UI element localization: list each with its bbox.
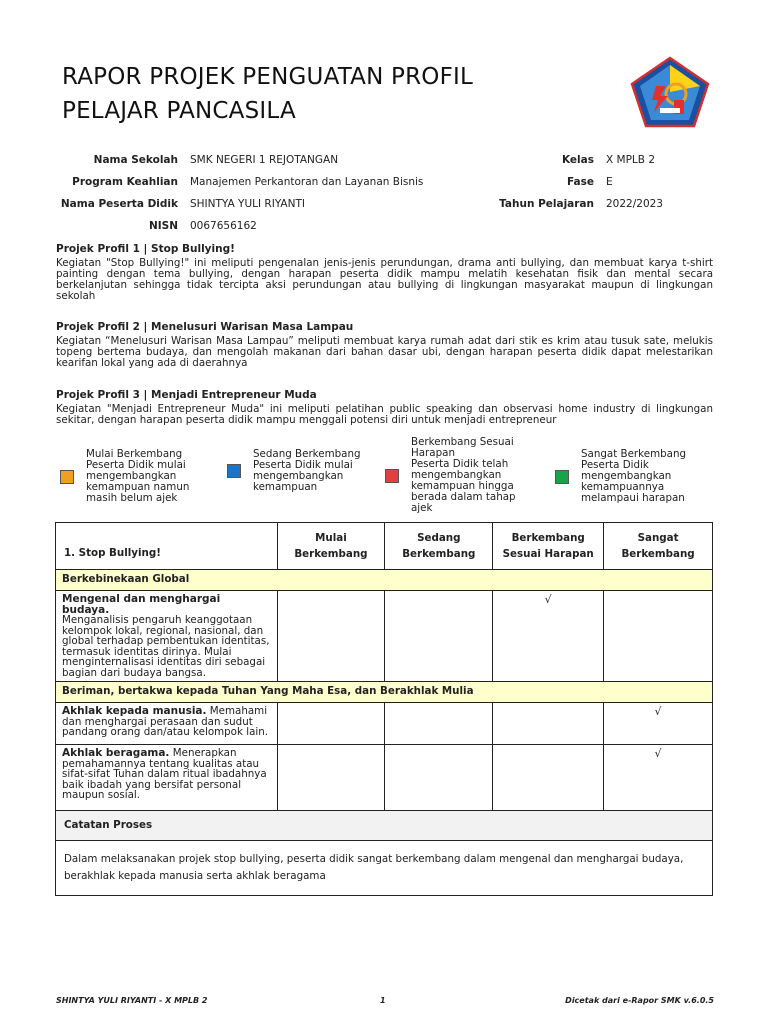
column-header-mulai: Mulai Berkembang	[277, 523, 385, 570]
info-label: Tahun Pelajaran	[499, 198, 594, 210]
info-value: 2022/2023	[606, 198, 663, 210]
info-row-student-name	[56, 193, 423, 215]
check-mark: √	[604, 703, 713, 745]
legend-description: Peserta Didik mulai mengembangkan kemampuan namun masih belum ajek	[86, 459, 190, 504]
project-title: Projek Profil 2 | Menelusuri Warisan Masa Lampau	[56, 321, 354, 333]
table-header-row	[56, 523, 713, 570]
column-header-sangat: Sangat Berkembang	[604, 523, 713, 570]
info-value: Manajemen Perkantoran dan Layanan Bisnis	[190, 176, 424, 188]
info-label: NISN	[148, 220, 178, 232]
project-column-header: 1. Stop Bullying!	[56, 523, 278, 570]
table-row	[56, 591, 713, 682]
project-title: Projek Profil 1 | Stop Bullying!	[56, 243, 235, 255]
legend-swatch	[385, 469, 399, 483]
notes-text: Dalam melaksanakan projek stop bullying, peserta didik sangat berkembang dalam mengenal dan menghargai budaya, berakhlak kepada manusia serta akhlak beragama	[56, 841, 713, 896]
legend-item-sedang	[227, 449, 377, 493]
legend-swatch	[60, 470, 74, 484]
level-cell-sedang	[385, 745, 493, 811]
project-3	[56, 389, 713, 426]
student-info-left	[56, 149, 423, 237]
info-row-school	[56, 149, 423, 171]
element-name: Mengenal dan menghargai budaya.	[62, 593, 221, 616]
info-value: E	[606, 176, 613, 188]
check-mark: √	[604, 745, 713, 811]
info-value: 0067656162	[190, 220, 257, 232]
legend-title: Sangat Berkembang	[581, 448, 687, 460]
school-logo	[630, 56, 710, 128]
element-description: Menerapkan pemahamannya tentang kualitas atau sifat-sifat Tuhan dalam ritual ibadahnya baik ibadah yang bersifat personal maupun sosial.	[62, 747, 267, 801]
project-2	[56, 321, 713, 369]
legend-item-mulai	[60, 449, 225, 504]
info-label: Nama Sekolah	[93, 154, 178, 166]
notes-header-row	[56, 811, 713, 841]
project-description: Kegiatan "Menjadi Entrepreneur Muda" ini meliputi pelatihan public speaking dan observasi home industry di lingkungan sekitar, dengan harapan peserta didik mampu menggali potensi diri untuk menjadi entrepreneur	[56, 403, 713, 426]
footer-student: SHINTYA YULI RIYANTI - X MPLB 2	[56, 996, 208, 1005]
title-line-1: RAPOR PROJEK PENGUATAN PROFIL	[62, 64, 474, 90]
level-cell-mulai	[277, 745, 385, 811]
column-header-sesuai-harapan: Berkembang Sesuai Harapan	[493, 523, 604, 570]
dimension-row	[56, 570, 713, 591]
legend-description: Peserta Didik mengembangkan kemampuannya melampaui harapan	[581, 459, 685, 504]
level-cell-mulai	[277, 703, 385, 745]
info-row-program	[56, 171, 423, 193]
project-title: Projek Profil 3 | Menjadi Entrepreneur Muda	[56, 389, 317, 401]
student-info-right	[456, 149, 663, 215]
legend-title: Mulai Berkembang	[86, 448, 183, 460]
notes-row	[56, 841, 713, 896]
legend-description: Peserta Didik mulai mengembangkan kemampuan	[253, 459, 353, 493]
info-label: Kelas	[561, 154, 594, 166]
element-cell	[56, 591, 278, 682]
legend-item-sangat	[555, 449, 710, 504]
element-name: Akhlak beragama.	[62, 747, 170, 759]
footer-page-number: 1	[380, 996, 386, 1005]
page-title	[62, 60, 473, 128]
info-row-nisn	[56, 215, 423, 237]
check-mark: √	[493, 591, 604, 682]
info-label: Fase	[566, 176, 594, 188]
info-value: SMK NEGERI 1 REJOTANGAN	[190, 154, 339, 166]
footer-printed-by: Dicetak dari e-Rapor SMK v.6.0.5	[565, 996, 714, 1005]
legend-item-sesuai-harapan	[385, 437, 545, 514]
legend-description: Peserta Didik telah mengembangkan kemampuan hingga berada dalam tahap ajek	[411, 458, 516, 514]
level-cell-sesuai-harapan	[493, 745, 604, 811]
info-label: Nama Peserta Didik	[60, 198, 178, 210]
element-cell	[56, 703, 278, 745]
legend-swatch	[555, 470, 569, 484]
dimension-label: Berkebinekaan Global	[56, 570, 713, 591]
level-cell-sedang	[385, 703, 493, 745]
info-row-class	[456, 149, 663, 171]
info-row-school-year	[456, 193, 663, 215]
notes-header: Catatan Proses	[56, 811, 713, 841]
level-cell-mulai	[277, 591, 385, 682]
project-description: Kegiatan "Stop Bullying!" ini meliputi pengenalan jenis-jenis perundungan, drama anti bullying, dan membuat karya t-shirt painting dengan tema bullying, dengan harapan peserta didik mampu melatih kesehatan fisik dan mental secara berkelanjutan sehingga tidak tercipta aksi perundungan atau bullying di lingkungan masyarakat maupun di lingkungan sekolah	[56, 257, 713, 302]
element-cell	[56, 745, 278, 811]
legend-title: Berkembang Sesuai Harapan	[411, 436, 514, 459]
project-1	[56, 243, 713, 302]
dimension-row	[56, 682, 713, 703]
dimension-label: Beriman, bertakwa kepada Tuhan Yang Maha Esa, dan Berakhlak Mulia	[56, 682, 713, 703]
title-line-2: PELAJAR PANCASILA	[62, 98, 296, 124]
level-cell-sedang	[385, 591, 493, 682]
legend-title: Sedang Berkembang	[253, 448, 361, 460]
assessment-table	[55, 522, 713, 896]
level-cell-sesuai-harapan	[493, 703, 604, 745]
element-name: Akhlak kepada manusia.	[62, 705, 207, 717]
column-header-sedang: Sedang Berkembang	[385, 523, 493, 570]
level-cell-sangat	[604, 591, 713, 682]
project-description: Kegiatan “Menelusuri Warisan Masa Lampau” meliputi membuat karya rumah adat dari stik es krim atau tusuk sate, melukis topeng bertema budaya, dan mengolah makanan dari bahan dasar ubi, dengan harapan peserta didik dapat melestarikan kearifan lokal yang ada di daerahnya	[56, 335, 713, 369]
info-label: Program Keahlian	[72, 176, 178, 188]
info-value: X MPLB 2	[606, 154, 655, 166]
legend-swatch	[227, 464, 241, 478]
element-description: Memahami dan menghargai perasaan dan sudut pandang orang dan/atau kelompok lain.	[62, 705, 269, 738]
info-value: SHINTYA YULI RIYANTI	[190, 198, 305, 210]
element-description: Menganalisis pengaruh keanggotaan kelompok lokal, regional, nasional, dan global terhadap pembentukan identitas, termasuk identitas dirinya. Mulai menginternalisasi identitas diri sebagai bagian dari budaya bangsa.	[62, 614, 270, 679]
table-row	[56, 703, 713, 745]
table-row	[56, 745, 713, 811]
info-row-phase	[456, 171, 663, 193]
assessment-legend	[60, 437, 710, 517]
